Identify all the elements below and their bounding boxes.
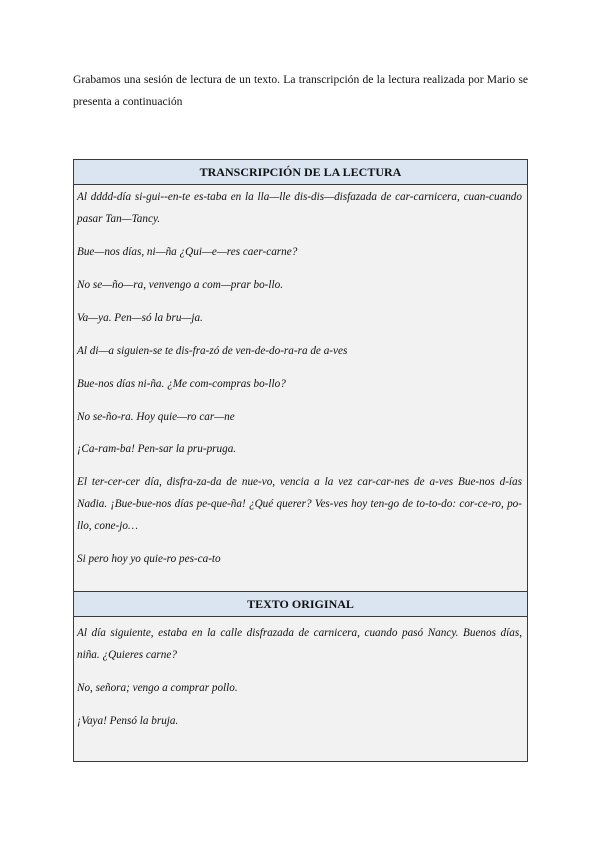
original-body: [74, 617, 527, 761]
transcription-paragraph: El ter-cer-cer día, disfra-za-da de nue-vo, vencia a la vez car-car-nes de a-ves Bue-nos d-ías Nadia. ¡Bue-bue-nos días pe-que-ña! ¿Qué querer? Ves-ves hoy ten-go de to-to-do: cor-ce-ro, po-llo, cone-jo…: [77, 476, 522, 532]
original-header: TEXTO ORIGINAL: [74, 591, 527, 617]
transcription-paragraph: No se-ño-ra. Hoy quie—ro car—ne: [77, 410, 235, 423]
transcription-paragraph: No se—ño—ra, venvengo a com—prar bo-llo.: [77, 278, 284, 291]
transcription-paragraph: Va—ya. Pen—só la bru—ja.: [77, 311, 203, 324]
transcription-paragraph: Si pero hoy yo quie-ro pes-ca-to: [77, 552, 221, 565]
original-paragraph: No, señora; vengo a comprar pollo.: [77, 681, 238, 694]
transcription-header: TRANSCRIPCIÓN DE LA LECTURA: [74, 160, 527, 185]
transcription-paragraph: Al di—a siguien-se te dis-fra-zó de ven-de-do-ra-ra de a-ves: [77, 344, 348, 357]
original-paragraph: Al día siguiente, estaba en la calle disfrazada de carnicera, cuando pasó Nancy. Buenos días, niña. ¿Quieres carne?: [77, 627, 522, 661]
reading-table: [73, 159, 528, 762]
transcription-body: [74, 185, 527, 591]
transcription-paragraph: Bue-nos días ni-ña. ¿Me com-compras bo-llo?: [77, 377, 286, 390]
intro-paragraph: Grabamos una sesión de lectura de un texto. La transcripción de la lectura realizada por Mario se presenta a continuación: [73, 73, 528, 108]
original-paragraph: ¡Vaya! Pensó la bruja.: [77, 714, 179, 727]
transcription-paragraph: Bue—nos días, ni—ña ¿Qui—e—res caer-carne?: [77, 245, 298, 258]
transcription-paragraph: Al dddd-día si-gui--en-te es-taba en la lla—lle dis-dis—disfazada de car-carnicera, cuan-cuando pasar Tan—Tancy.: [77, 191, 522, 225]
transcription-paragraph: ¡Ca-ram-ba! Pen-sar la pru-pruga.: [77, 443, 237, 456]
